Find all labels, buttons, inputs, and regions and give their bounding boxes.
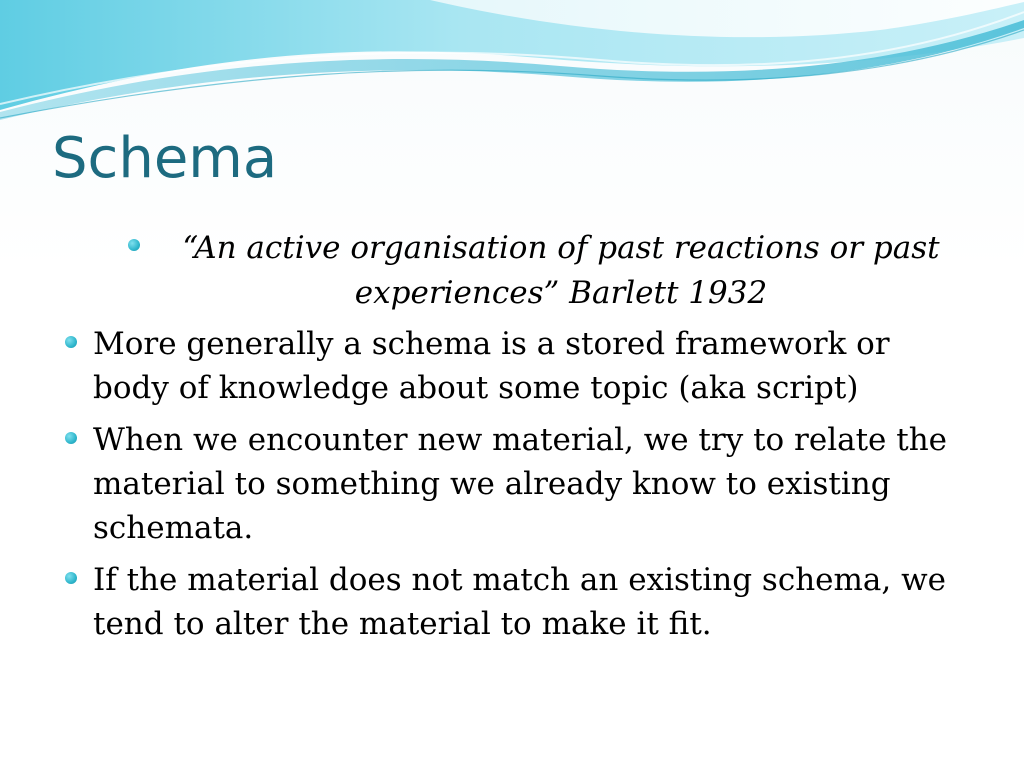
bullet-text: When we encounter new material, we try to relate the material to something we already know to existing schemata. [93,422,948,546]
bullet-icon [65,336,77,348]
quote-bullet [120,226,980,316]
list-item [62,322,972,410]
list-item [62,558,972,646]
bullet-list [62,322,972,654]
list-item [62,418,972,550]
quote-text: “An active organisation of past reactions or past experiences” Barlett 1932 [182,230,940,311]
bullet-text: If the material does not match an existing schema, we tend to alter the material to make it fit. [93,562,946,642]
bullet-icon [65,572,77,584]
bullet-icon [65,432,77,444]
bullet-text: More generally a schema is a stored framework or body of knowledge about some topic (aka script) [93,326,890,406]
bullet-icon [128,239,140,251]
header-wave-decoration [0,0,1024,130]
slide-title: Schema [52,126,278,191]
